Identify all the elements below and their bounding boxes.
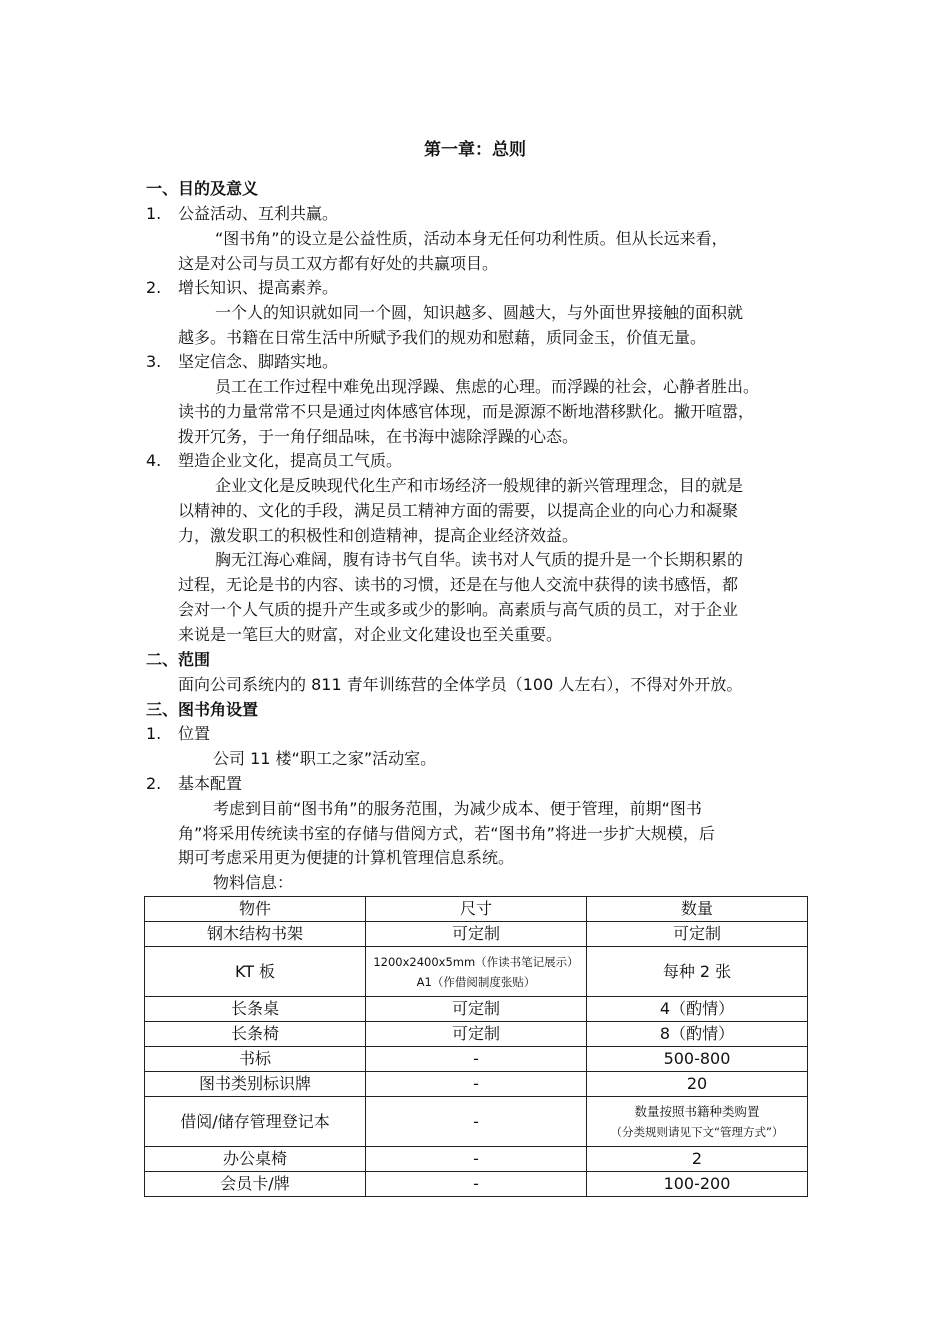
cell-item: KT 板 [145,947,366,997]
cell-size-line: 1200x2400x5mm（作读书笔记展示） [373,954,579,969]
materials-label: 物料信息： [213,873,294,892]
paragraph-line: 读书的力量常常不只是通过肉体感官体现，而是源源不断地潜移默化。撇开喧嚣， [178,402,755,421]
table-row [145,1147,808,1172]
item-number: 4. [146,451,162,470]
header-qty: 数量 [587,897,808,922]
table-row [145,1022,808,1047]
section-heading-setup: 三、图书角设置 [146,700,259,719]
cell-qty: 100-200 [587,1172,808,1197]
cell-item: 会员卡/牌 [145,1172,366,1197]
cell-qty [587,1097,808,1147]
item-number: 1. [146,204,162,223]
paragraph-line: 来说是一笔巨大的财富，对企业文化建设也至关重要。 [178,625,563,644]
cell-size: 可定制 [366,997,587,1022]
table-row [145,922,808,947]
cell-qty: 20 [587,1072,808,1097]
table-row [145,1172,808,1197]
cell-item: 书标 [145,1047,366,1072]
cell-qty-line: 数量按照书籍种类购置 [634,1103,760,1119]
item-title: 坚定信念、脚踏实地。 [178,352,339,371]
cell-qty: 每种 2 张 [587,947,808,997]
item-title: 位置 [178,724,211,743]
cell-item: 钢木结构书架 [145,922,366,947]
paragraph-line: 这是对公司与员工双方都有好处的共赢项目。 [178,254,499,273]
paragraph-line: 期可考虑采用更为便捷的计算机管理信息系统。 [178,848,515,867]
item-number: 2. [146,774,162,793]
table-row [145,1047,808,1072]
paragraph-line: 胸无江海心难阔，腹有诗书气自华。读书对人气质的提升是一个长期积累的 [215,550,744,569]
paragraph-line: 力，激发职工的积极性和创造精神，提高企业经济效益。 [178,526,579,545]
chapter-title: 第一章：总则 [424,140,526,160]
cell-item: 长条椅 [145,1022,366,1047]
paragraph-line: 以精神的、文化的手段，满足员工精神方面的需要，以提高企业的向心力和凝聚 [178,501,739,520]
paragraph-line: 角”将采用传统读书室的存储与借阅方式，若“图书角”将进一步扩大规模，后 [178,824,715,843]
item-title: 基本配置 [178,774,243,793]
item-title: 公益活动、互利共赢。 [178,204,339,223]
cell-size: - [366,1147,587,1172]
cell-size: - [366,1047,587,1072]
cell-size: - [366,1072,587,1097]
cell-size: 可定制 [366,1022,587,1047]
cell-size: - [366,1097,587,1147]
cell-size: 可定制 [366,922,587,947]
paragraph-line: 考虑到目前“图书角”的服务范围，为减少成本、便于管理，前期“图书 [213,799,702,818]
table-row [145,1072,808,1097]
item-number: 1. [146,724,162,743]
cell-size: - [366,1172,587,1197]
materials-table [144,896,808,1197]
item-number: 2. [146,278,162,297]
cell-item: 图书类别标识牌 [145,1072,366,1097]
table-row [145,947,808,997]
scope-text: 面向公司系统内的 811 青年训练营的全体学员（100 人左右），不得对外开放。 [178,675,743,694]
paragraph-line: 拨开冗务，于一角仔细品味，在书海中滤除浮躁的心态。 [178,427,579,446]
paragraph-line: 会对一个人气质的提升产生或多或少的影响。高素质与高气质的员工，对于企业 [178,600,739,619]
section-heading-scope: 二、范围 [146,650,211,669]
table-row [145,997,808,1022]
paragraph-line: 企业文化是反映现代化生产和市场经济一般规律的新兴管理理念，目的就是 [215,476,744,495]
cell-item: 借阅/储存管理登记本 [145,1097,366,1147]
paragraph-line: “图书角”的设立是公益性质，活动本身无任何功利性质。但从长远来看， [215,229,728,248]
paragraph-line: 过程，无论是书的内容、读书的习惯，还是在与他人交流中获得的读书感悟，都 [178,575,739,594]
paragraph-line: 员工在工作过程中难免出现浮躁、焦虑的心理。而浮躁的社会，心静者胜出。 [215,377,760,396]
section-heading-purpose: 一、目的及意义 [146,179,259,198]
cell-item: 办公桌椅 [145,1147,366,1172]
cell-size-line: A1（作借阅制度张贴） [416,974,536,989]
paragraph-line: 一个人的知识就如同一个圆，知识越多、圆越大，与外面世界接触的面积就 [215,303,744,322]
item-title: 增长知识、提高素养。 [178,278,339,297]
item-title: 塑造企业文化，提高员工气质。 [178,451,403,470]
cell-qty-line: （分类规则请见下文“管理方式”） [610,1124,784,1139]
table-row [145,1097,808,1147]
table-header-row [145,897,808,922]
cell-qty: 可定制 [587,922,808,947]
location-text: 公司 11 楼“职工之家”活动室。 [213,749,437,768]
paragraph-line: 越多。书籍在日常生活中所赋予我们的规劝和慰藉，质同金玉，价值无量。 [178,328,707,347]
cell-qty: 500-800 [587,1047,808,1072]
cell-qty: 2 [587,1147,808,1172]
cell-size [366,947,587,997]
cell-qty: 4（酌情） [587,997,808,1022]
item-number: 3. [146,352,162,371]
header-size: 尺寸 [366,897,587,922]
cell-qty: 8（酌情） [587,1022,808,1047]
header-item: 物件 [145,897,366,922]
cell-item: 长条桌 [145,997,366,1022]
